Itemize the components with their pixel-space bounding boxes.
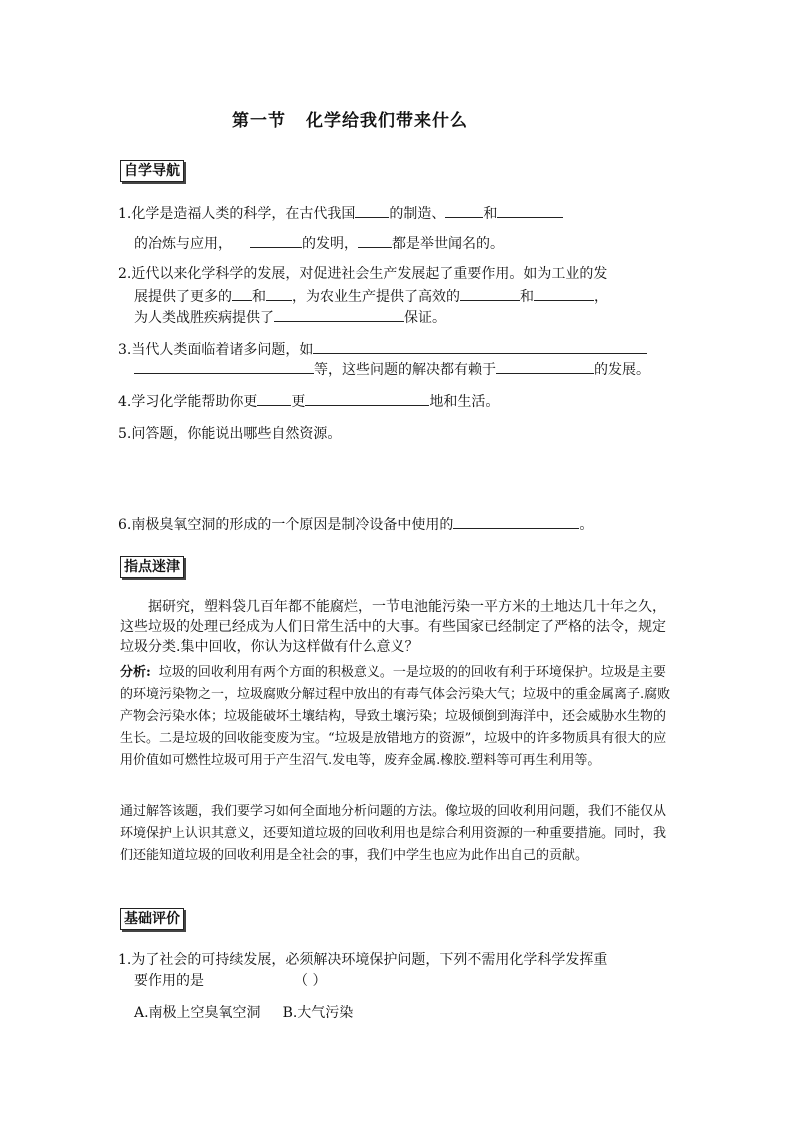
blank[interactable] xyxy=(274,306,404,322)
analysis-label: 分析: xyxy=(120,665,151,680)
question-2-line-1: 2.近代以来化学科学的发展，对促进社会生产发展起了重要作用。如为工业的发 xyxy=(118,266,608,282)
basic-question-1-options xyxy=(134,1003,353,1023)
blank[interactable] xyxy=(497,202,563,218)
blank[interactable] xyxy=(250,232,302,248)
blank[interactable] xyxy=(355,202,389,218)
section-self-study: 自学导航 xyxy=(120,160,184,182)
question-2-line-3: 为人类战胜疾病提供了 保证。 xyxy=(134,306,446,328)
title-text: 化学给我们带来什么 xyxy=(306,111,468,131)
question-6: 6.南极臭氧空洞的形成的一个原因是制冷设备中使用的 。 xyxy=(118,513,593,535)
analysis-text: 垃圾的回收利用有两个方面的积极意义。一是垃圾的的回收有利于环境保护。垃圾是主要的环境污染物之一，垃圾腐败分解过程中放出的有毒气体会污染大气；垃圾中的重金属离子.腐败产物会污染水体；垃圾能破坏土壤结构，导致土壤污染；垃圾倾倒到海洋中，还会威胁水生物的生长。二是垃圾的回收能变废为宝。“垃圾是放错地方的资源”，垃圾中的许多物质具有很大的应用价值如可燃性垃圾可用于产生沼气.发电等，废弃金属.橡胶.塑料等可再生利用等。 xyxy=(120,665,671,768)
basic-question-1-line-2: 要作用的是 （ ） xyxy=(134,973,327,989)
section-basic: 基础评价 xyxy=(120,908,184,930)
summary-paragraph: 通过解答该题，我们要学习如何全面地分析问题的方法。像垃圾的回收利用问题，我们不能仅从环境保护上认识其意义，还要知道垃圾的回收利用也是综合利用资源的一种重要措施。同时，我们还能知道垃圾的回收利用是全社会的事，我们中学生也应为此作出自己的贡献。 xyxy=(120,804,667,863)
tips-paragraph: 据研究，塑料袋几百年都不能腐烂，一节电池能污染一平方米的土地达几十年之久，这些垃圾的处理已经成为人们日常生活中的大事。有些国家已经制定了严格的法令，规定垃圾分类.集中回收，你认为这样做有什么意义？ xyxy=(120,599,666,655)
question-1-line-1: 1.化学是造福人类的科学，在古代我国 的制造、 和 xyxy=(118,202,563,224)
blank[interactable] xyxy=(257,390,291,406)
question-1-line-2: 的冶炼与应用， 的发明， 都是举世闻名的。 xyxy=(134,232,504,254)
question-2-line-2: 展提供了更多的 和 ，为农业生产提供了高效的 和 ， xyxy=(134,285,608,307)
blank[interactable] xyxy=(134,358,314,374)
blank[interactable] xyxy=(305,390,429,406)
option-b[interactable]: B.大气污染 xyxy=(282,1005,354,1021)
basic-question-1-line-1: 1.为了社会的可持续发展，必须解决环境保护问题，下列不需用化学科学发挥重 xyxy=(118,952,608,968)
option-a[interactable]: A.南极上空臭氧空洞 xyxy=(134,1005,261,1021)
blank[interactable] xyxy=(460,285,520,301)
blank[interactable] xyxy=(266,285,292,301)
question-4: 4.学习化学能帮助你更 更 地和生活。 xyxy=(118,390,499,412)
answer-paren[interactable]: （ ） xyxy=(294,973,327,989)
question-3-line-1: 3.当代人类面临着诸多问题，如 xyxy=(118,338,647,360)
analysis-paragraph xyxy=(120,662,676,772)
blank[interactable] xyxy=(232,285,252,301)
blank[interactable] xyxy=(534,285,594,301)
blank[interactable] xyxy=(358,232,392,248)
blank[interactable] xyxy=(445,202,483,218)
page-title xyxy=(0,106,700,131)
blank[interactable] xyxy=(496,358,594,374)
question-5: 5.问答题，你能说出哪些自然资源。 xyxy=(118,426,342,442)
section-tips: 指点迷津 xyxy=(120,556,184,578)
blank[interactable] xyxy=(313,338,647,354)
question-3-line-2: 等，这些问题的解决都有赖于 的发展。 xyxy=(134,358,650,380)
blank[interactable] xyxy=(453,513,579,529)
title-section-number: 第一节 xyxy=(232,111,286,131)
